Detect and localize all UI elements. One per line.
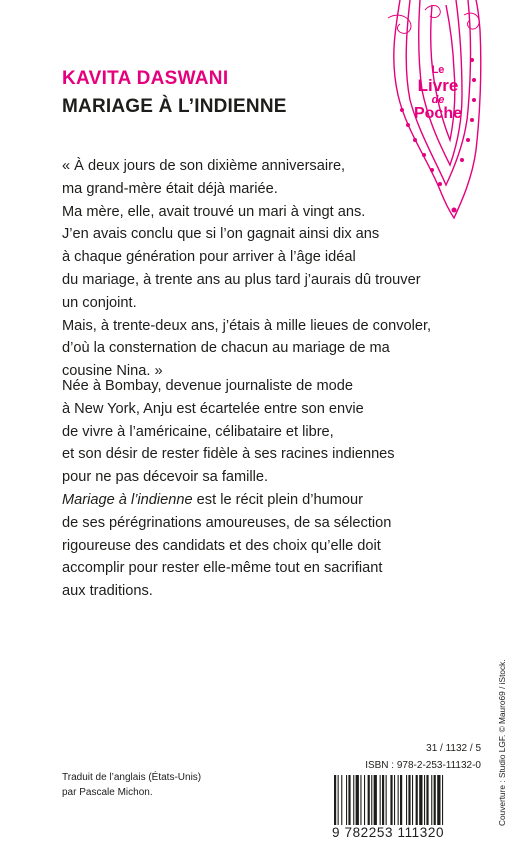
description-line: rigoureuse des candidats et des choix qu’elle doit bbox=[62, 537, 381, 554]
barcode-bar bbox=[346, 775, 347, 825]
barcode-bar bbox=[434, 775, 436, 825]
description-italic-title: Mariage à l’indienne bbox=[62, 491, 193, 508]
quote-line: à chaque génération pour arriver à l’âge idéal bbox=[62, 249, 356, 266]
quote-line: « À deux jours de son dixième anniversaire, bbox=[62, 158, 346, 174]
excerpt-quote bbox=[62, 155, 482, 383]
book-title: MARIAGE À L’INDIENNE bbox=[62, 96, 287, 117]
description-line: accomplir pour rester elle-même tout en sacrifiant bbox=[62, 560, 383, 577]
barcode-bar bbox=[390, 775, 392, 825]
translator-line-1: Traduit de l’anglais (États-Unis) bbox=[62, 772, 202, 783]
logo-line-poche: Poche bbox=[413, 105, 462, 122]
book-description bbox=[62, 375, 482, 603]
barcode-bar bbox=[431, 775, 432, 825]
quote-line: cousine Nina. » bbox=[62, 363, 163, 380]
description-line: et son désir de rester fidèle à ses racines indiennes bbox=[62, 446, 395, 463]
barcode-bar bbox=[380, 775, 381, 825]
barcode-bar bbox=[368, 775, 370, 825]
barcode-bar bbox=[408, 775, 410, 825]
barcode-bar bbox=[341, 775, 342, 825]
barcode-bar bbox=[412, 775, 413, 825]
barcode-bar bbox=[334, 775, 336, 825]
barcode-bar bbox=[353, 775, 354, 825]
cover-credit-text: Couverture : Studio LGF. © Mauro69 / iStock. bbox=[497, 659, 507, 826]
quote-line: d’où la consternation de chacun au mariage de ma bbox=[62, 340, 390, 357]
author-name: KAVITA DASWANI bbox=[62, 68, 229, 89]
barcode-bar bbox=[398, 775, 399, 825]
barcode-bar bbox=[419, 775, 422, 825]
barcode-bar bbox=[437, 775, 440, 825]
description-line-rest: est le récit plein d’humour bbox=[192, 491, 363, 508]
barcode-bar bbox=[416, 775, 418, 825]
barcode-bar bbox=[400, 775, 402, 825]
barcode bbox=[334, 775, 480, 825]
barcode-bar bbox=[338, 775, 339, 825]
quote-line: du mariage, à trente ans au plus tard j’aurais dû trouver bbox=[62, 271, 421, 288]
description-line: pour ne pas décevoir sa famille. bbox=[62, 469, 269, 486]
quote-line: J’en avais conclu que si l’on gagnait ainsi dix ans bbox=[62, 226, 380, 243]
barcode-bar bbox=[382, 775, 384, 825]
description-line: de vivre à l’américaine, célibataire et libre, bbox=[62, 423, 334, 440]
translator-note bbox=[62, 770, 201, 800]
barcode-bar bbox=[426, 775, 428, 825]
description-line bbox=[62, 489, 482, 512]
isbn: ISBN : 978-2-253-11132-0 bbox=[365, 760, 481, 771]
description-line: Née à Bombay, devenue journaliste de mode bbox=[62, 378, 353, 394]
barcode-number: 9 782253 111320 bbox=[332, 825, 445, 840]
description-line: de ses pérégrinations amoureuses, de sa sélection bbox=[62, 514, 392, 531]
barcode-bar bbox=[406, 775, 407, 825]
quote-line: Mais, à trente-deux ans, j’étais à mille lieues de convoler, bbox=[62, 317, 432, 334]
barcode-bar bbox=[394, 775, 395, 825]
barcode-bar bbox=[424, 775, 425, 825]
translator-line-2: par Pascale Michon. bbox=[62, 787, 153, 798]
quote-line: un conjoint. bbox=[62, 294, 137, 311]
barcode-bar bbox=[360, 775, 361, 825]
cover-credit bbox=[497, 596, 515, 826]
description-line: à New York, Anju est écartelée entre son envie bbox=[62, 400, 364, 417]
quote-line: ma grand-mère était déjà mariée. bbox=[62, 180, 278, 197]
logo-line-le: Le bbox=[431, 64, 445, 76]
barcode-bar bbox=[364, 775, 365, 825]
logo-line-de: de bbox=[431, 94, 445, 106]
catalog-number: 31 / 1132 / 5 bbox=[426, 743, 481, 754]
barcode-bar bbox=[348, 775, 350, 825]
barcode-bar bbox=[386, 775, 387, 825]
quote-line: Ma mère, elle, avait trouvé un mari à vingt ans. bbox=[62, 203, 366, 220]
barcode-bar bbox=[374, 775, 377, 825]
barcode-bar bbox=[371, 775, 372, 825]
description-line: aux traditions. bbox=[62, 583, 153, 600]
barcode-bar bbox=[442, 775, 443, 825]
barcode-bar bbox=[356, 775, 359, 825]
logo-line-livre: Livre bbox=[417, 76, 459, 95]
product-codes bbox=[365, 740, 481, 774]
le-livre-de-poche-logo bbox=[411, 62, 465, 122]
